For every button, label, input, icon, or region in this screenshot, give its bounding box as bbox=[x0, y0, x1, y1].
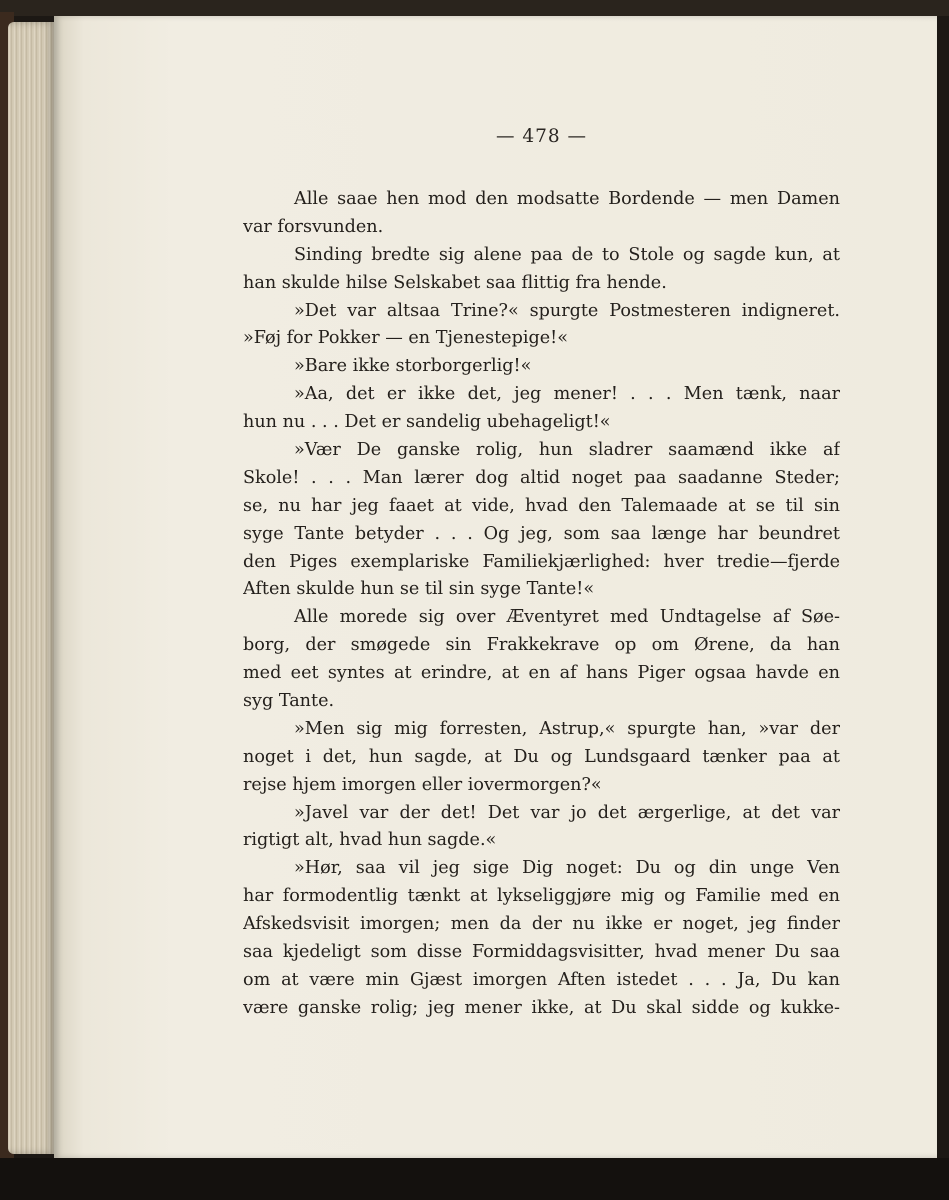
book-cover-top-edge bbox=[0, 0, 949, 16]
text-line: »Det var altsaa Trine?« spurgte Postmesteren indigneret. bbox=[294, 300, 840, 321]
text-line: Sinding bredte sig alene paa de to Stole og sagde kun, at bbox=[294, 244, 840, 265]
text-line: syg Tante. bbox=[243, 691, 335, 712]
text-line: med eet syntes at erindre, at en af hans Piger ogsaa havde en bbox=[243, 663, 840, 684]
text-line: syge Tante betyder . . . Og jeg, som saa længe har beundret bbox=[243, 523, 840, 544]
page-stack-edges bbox=[8, 22, 56, 1154]
text-line: var forsvunden. bbox=[243, 216, 384, 237]
text-line: Alle saae hen mod den modsatte Bordende — men Damen bbox=[294, 189, 840, 209]
text-line: se, nu har jeg faaet at vide, hvad den Talemaade at se til sin bbox=[243, 495, 840, 516]
text-line: »Vær De ganske rolig, hun sladrer saamænd ikke af bbox=[294, 440, 840, 461]
page-number: — 478 — bbox=[495, 126, 588, 147]
text-line: han skulde hilse Selskabet saa flittig fra hende. bbox=[243, 272, 667, 293]
text-line: har formodentlig tænkt at lykseliggjøre mig og Familie med en bbox=[243, 886, 840, 907]
text-line: borg, der smøgede sin Frakkekrave op om Ørene, da han bbox=[243, 635, 840, 656]
text-line: Alle morede sig over Æventyret med Undtagelse af Søe- bbox=[294, 607, 840, 628]
text-line: hun nu . . . Det er sandelig ubehageligt!« bbox=[243, 412, 611, 433]
text-line: den Piges exemplariske Familiekjærlighed: hver tredie—fjerde bbox=[243, 551, 840, 572]
text-line: saa kjedeligt som disse Formiddagsvisitter, hvad mener Du saa bbox=[243, 942, 840, 963]
text-line: Skole! . . . Man lærer dog altid noget paa saadanne Steder; bbox=[243, 467, 840, 488]
scan-bottom-shadow bbox=[0, 1158, 949, 1200]
text-line: »Javel var der det! Det var jo det ærgerlige, at det var bbox=[294, 802, 840, 823]
body-text bbox=[243, 186, 840, 1023]
text-line: »Men sig mig forresten, Astrup,« spurgte han, »var der bbox=[294, 718, 840, 739]
text-line: Afskedsvisit imorgen; men da der nu ikke er noget, jeg finder bbox=[243, 914, 840, 935]
text-line: »Føj for Pokker — en Tjenestepige!« bbox=[243, 328, 568, 349]
text-line: rejse hjem imorgen eller iovermorgen?« bbox=[243, 774, 602, 795]
text-line: rigtigt alt, hvad hun sagde.« bbox=[243, 830, 497, 851]
text-line: noget i det, hun sagde, at Du og Lundsgaard tænker paa at bbox=[243, 746, 840, 767]
text-line: Aften skulde hun se til sin syge Tante!« bbox=[243, 579, 595, 600]
text-line: være ganske rolig; jeg mener ikke, at Du skal sidde og kukke- bbox=[243, 997, 840, 1018]
text-line: »Bare ikke storborgerlig!« bbox=[294, 356, 532, 377]
text-line: »Hør, saa vil jeg sige Dig noget: Du og din unge Ven bbox=[294, 858, 840, 879]
text-line: »Aa, det er ikke det, jeg mener! . . . Men tænk, naar bbox=[294, 384, 840, 405]
text-line: om at være min Gjæst imorgen Aften istedet . . . Ja, Du kan bbox=[243, 969, 840, 990]
